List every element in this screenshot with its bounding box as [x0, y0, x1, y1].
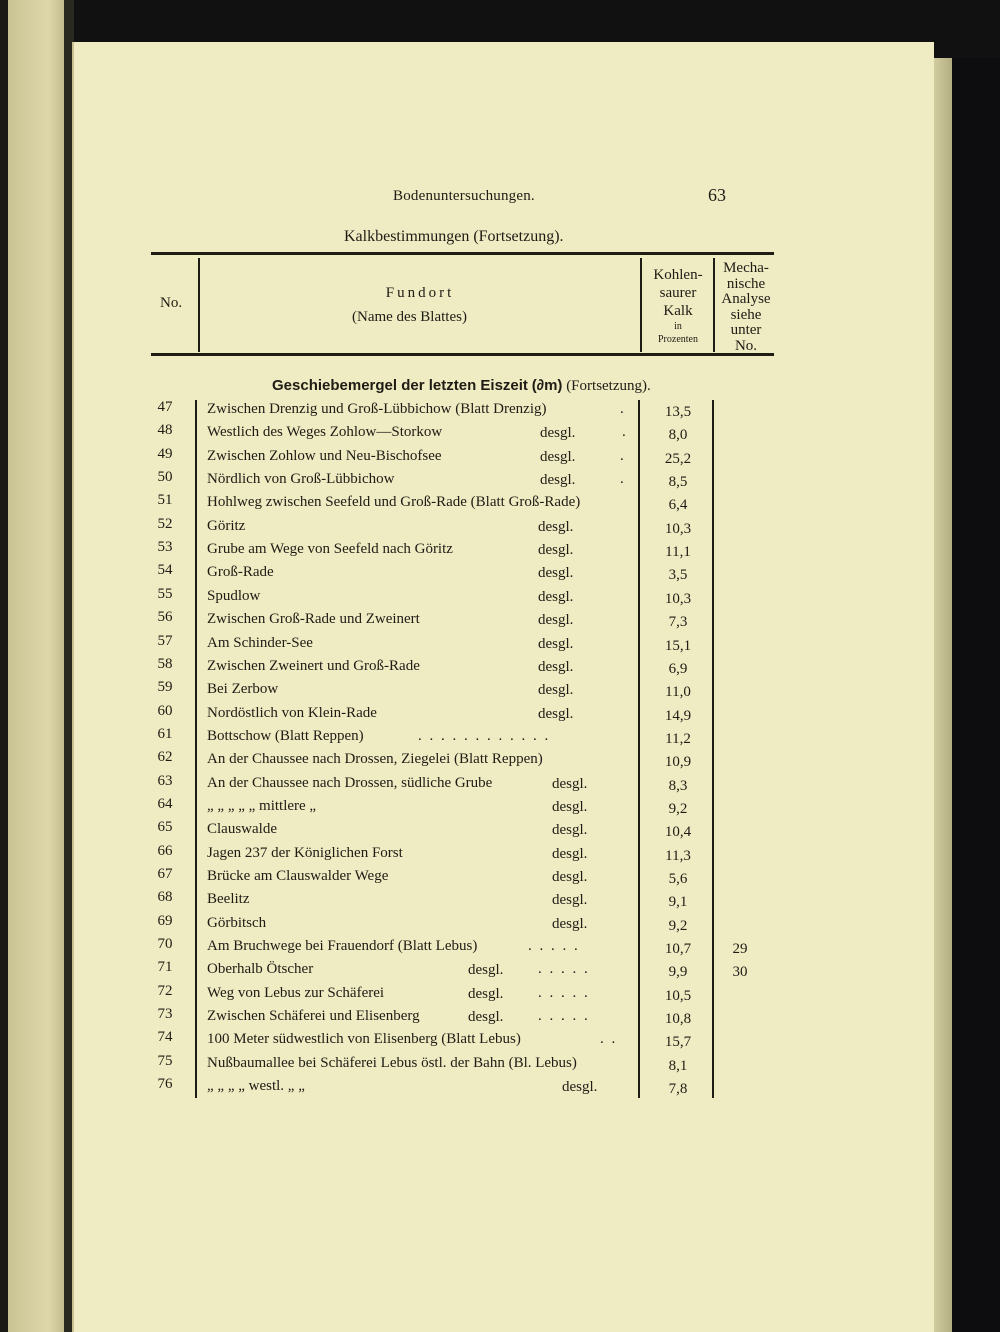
row-kalk-percent: 15,1	[664, 637, 692, 654]
table-row	[0, 819, 860, 842]
row-kalk-percent: 10,3	[664, 590, 692, 607]
column-header-no: No.	[160, 295, 183, 311]
page-number: 63	[708, 185, 726, 205]
header-divider-no	[198, 258, 200, 352]
row-leader-dots: . .	[600, 1031, 618, 1048]
row-fundort: Jagen 237 der Königlichen Forst	[207, 844, 403, 861]
row-desgl: desgl.	[538, 682, 574, 699]
row-kalk-percent: 5,6	[668, 871, 688, 887]
row-number: 59	[157, 679, 173, 696]
row-kalk-percent: 10,3	[664, 520, 692, 537]
mech-header-line: siehe	[730, 306, 762, 323]
row-kalk-percent: 11,1	[665, 544, 691, 561]
table-row	[0, 586, 860, 609]
row-desgl: desgl.	[538, 612, 574, 629]
table-top-rule	[151, 252, 774, 255]
row-kalk-percent: 11,3	[665, 847, 691, 864]
row-number: 48	[157, 422, 173, 439]
row-number: 55	[157, 585, 173, 602]
row-number: 71	[157, 959, 173, 976]
row-kalk-percent: 10,7	[664, 941, 692, 958]
kalk-header-line: Prozenten	[658, 334, 698, 345]
row-fundort: Bottschow (Blatt Reppen)	[207, 727, 364, 744]
table-row	[0, 1053, 860, 1076]
row-desgl: desgl.	[538, 542, 574, 559]
row-leader-dots: .	[620, 401, 626, 417]
row-fundort: An der Chaussee nach Drossen, Ziegelei (Blatt Reppen)	[207, 751, 543, 768]
row-desgl: desgl.	[552, 915, 588, 932]
row-number: 62	[157, 749, 173, 766]
kalk-header-line: Kohlen-	[653, 267, 703, 283]
row-number: 67	[157, 866, 173, 882]
header-bottom-rule	[151, 353, 774, 356]
row-desgl: desgl.	[468, 962, 504, 979]
table-row	[0, 983, 860, 1006]
row-kalk-percent: 11,2	[665, 730, 691, 747]
running-title: Bodenuntersuchungen.	[393, 188, 535, 204]
table-row	[0, 703, 860, 726]
table-row	[0, 1076, 860, 1099]
row-leader-dots: . . . . .	[538, 984, 590, 1001]
row-kalk-percent: 9,9	[668, 964, 688, 981]
row-desgl: desgl.	[552, 892, 588, 909]
column-header-mechanische-analyse	[712, 261, 780, 354]
row-desgl: desgl.	[538, 588, 574, 605]
table-row	[0, 562, 860, 585]
mech-header-line: No.	[734, 337, 758, 354]
row-number: 60	[157, 702, 173, 719]
section-suffix: (Fortsetzung).	[566, 378, 651, 394]
row-fundort: Zwischen Schäferei und Elisenberg	[207, 1008, 420, 1025]
table-row	[0, 866, 860, 889]
row-kalk-percent: 10,8	[664, 1011, 692, 1028]
row-kalk-percent: 8,3	[668, 777, 688, 794]
row-number: 74	[157, 1029, 173, 1046]
mech-header-line: unter	[730, 322, 762, 338]
table-row	[0, 679, 860, 702]
row-kalk-percent: 11,0	[665, 684, 691, 701]
mech-header-line: nische	[726, 275, 766, 292]
row-fundort: Zwischen Zweinert und Groß-Rade	[207, 657, 420, 674]
row-kalk-percent: 8,1	[668, 1057, 688, 1074]
row-number: 51	[157, 492, 173, 509]
table-row	[0, 539, 860, 562]
row-fundort: Clauswalde	[207, 821, 277, 838]
row-desgl: desgl.	[540, 472, 576, 489]
row-kalk-percent: 10,9	[664, 754, 692, 771]
row-desgl: desgl.	[552, 822, 588, 839]
row-leader-dots: .	[620, 471, 626, 488]
row-leader-dots: .	[620, 447, 626, 464]
row-fundort: „ „ „ „ „ mittlere „	[207, 797, 317, 814]
column-header-fundort-sub: (Name des Blattes)	[352, 309, 467, 325]
row-fundort: Göritz	[207, 517, 246, 534]
row-desgl: desgl.	[538, 658, 574, 675]
row-number: 68	[157, 889, 173, 906]
row-number: 61	[157, 725, 173, 742]
table-row	[0, 1029, 860, 1052]
table-row	[0, 633, 860, 656]
section-title-text: Geschiebemergel der letzten Eiszeit	[272, 377, 528, 394]
row-desgl: desgl.	[540, 448, 576, 465]
row-fundort: Zwischen Zohlow und Neu-Bischofsee	[207, 447, 442, 464]
row-kalk-percent: 15,7	[664, 1034, 692, 1051]
row-desgl: desgl.	[562, 1079, 598, 1096]
table-row	[0, 959, 860, 982]
table-row	[0, 446, 860, 469]
row-kalk-percent: 8,0	[668, 427, 688, 444]
row-mech-analysis-ref: 30	[732, 964, 748, 981]
row-desgl: desgl.	[552, 798, 588, 815]
row-fundort: Groß-Rade	[207, 564, 274, 581]
row-fundort: Grube am Wege von Seefeld nach Göritz	[207, 541, 453, 558]
table-row	[0, 1006, 860, 1029]
row-leader-dots: . . . . .	[528, 938, 580, 955]
row-number: 75	[157, 1052, 173, 1069]
row-leader-dots: .	[622, 424, 628, 441]
row-fundort: Brücke am Clauswalder Wege	[207, 868, 389, 884]
row-fundort: Nördlich von Groß-Lübbichow	[207, 471, 395, 488]
table-row	[0, 609, 860, 632]
row-desgl: desgl.	[468, 1009, 504, 1026]
row-fundort: Am Schinder-See	[207, 634, 313, 651]
kalk-header-line: Kalk	[663, 303, 693, 319]
row-number: 54	[157, 562, 173, 579]
row-desgl: desgl.	[468, 985, 504, 1002]
table-row	[0, 889, 860, 912]
row-kalk-percent: 7,8	[668, 1081, 688, 1098]
row-number: 66	[157, 842, 173, 859]
column-header-kalk	[638, 266, 718, 346]
row-fundort: Görbitsch	[207, 914, 267, 931]
row-kalk-percent: 6,4	[668, 497, 688, 514]
row-kalk-percent: 8,5	[668, 474, 688, 491]
row-leader-dots: . . . . .	[538, 961, 590, 978]
table-row	[0, 773, 860, 796]
row-number: 64	[157, 795, 173, 812]
row-fundort: An der Chaussee nach Drossen, südliche Grube	[207, 774, 493, 791]
row-leader-dots: . . . . . . . . . . . .	[418, 727, 551, 744]
kalk-header-line: in	[674, 321, 682, 332]
section-title	[272, 377, 651, 395]
row-kalk-percent: 7,3	[668, 614, 688, 631]
row-number: 49	[157, 445, 173, 462]
table-row	[0, 726, 860, 749]
row-kalk-percent: 13,5	[664, 404, 692, 420]
row-number: 53	[157, 539, 173, 556]
row-kalk-percent: 25,2	[664, 450, 692, 467]
row-kalk-percent: 9,2	[668, 800, 688, 817]
row-desgl: desgl.	[538, 635, 574, 652]
row-fundort: „ „ „ „ westl. „ „	[207, 1078, 305, 1095]
section-symbol: (∂m)	[531, 377, 563, 394]
row-kalk-percent: 3,5	[668, 567, 688, 584]
kalk-header-line: saurer	[659, 285, 697, 301]
row-number: 63	[157, 772, 173, 789]
table-title: Kalkbestimmungen (Fortsetzung).	[344, 228, 564, 245]
row-desgl: desgl.	[552, 869, 588, 885]
row-fundort: Weg von Lebus zur Schäferei	[207, 984, 385, 1001]
row-kalk-percent: 9,1	[668, 894, 688, 911]
row-number: 47	[157, 399, 173, 415]
row-kalk-percent: 10,4	[664, 824, 692, 841]
row-fundort: Nordöstlich von Klein-Rade	[207, 704, 377, 721]
table-row	[0, 492, 860, 515]
row-desgl: desgl.	[538, 705, 574, 722]
row-number: 72	[157, 982, 173, 999]
mech-header-line: Mecha-	[723, 260, 769, 276]
row-desgl: desgl.	[552, 845, 588, 862]
row-fundort: Am Bruchwege bei Frauendorf (Blatt Lebus)	[207, 938, 478, 955]
row-number: 56	[157, 609, 173, 626]
table-row	[0, 796, 860, 819]
book-cover-right	[952, 58, 1000, 1332]
row-desgl: desgl.	[538, 518, 574, 535]
row-fundort: Spudlow	[207, 587, 261, 604]
row-number: 69	[157, 912, 173, 929]
row-number: 58	[157, 655, 173, 672]
row-number: 70	[157, 936, 173, 953]
row-number: 57	[157, 632, 173, 649]
table-row	[0, 843, 860, 866]
row-fundort: Nußbaumallee bei Schäferei Lebus östl. der Bahn (Bl. Lebus)	[207, 1054, 577, 1071]
table-row	[0, 749, 860, 772]
row-fundort: Hohlweg zwischen Seefeld und Groß-Rade (Blatt Groß-Rade)	[207, 494, 581, 511]
column-header-fundort: Fundort	[385, 285, 455, 301]
row-kalk-percent: 6,9	[668, 660, 688, 677]
row-number: 50	[157, 469, 173, 486]
row-fundort: Zwischen Drenzig und Groß-Lübbichow (Blatt Drenzig)	[207, 401, 547, 417]
table-row	[0, 913, 860, 936]
row-fundort: Oberhalb Ötscher	[207, 961, 314, 978]
table-row	[0, 469, 860, 492]
row-number: 52	[157, 515, 173, 532]
table-row	[0, 516, 860, 539]
row-kalk-percent: 10,5	[664, 987, 692, 1004]
row-fundort: Zwischen Groß-Rade und Zweinert	[207, 611, 420, 628]
row-desgl: desgl.	[538, 565, 574, 582]
mech-header-line: Analyse	[721, 291, 771, 307]
row-fundort: Beelitz	[207, 891, 250, 908]
row-kalk-percent: 9,2	[668, 917, 688, 934]
row-number: 76	[157, 1076, 173, 1093]
row-fundort: Bei Zerbow	[207, 681, 279, 698]
table-row	[0, 399, 860, 422]
row-desgl: desgl.	[540, 425, 576, 442]
row-fundort: 100 Meter südwestlich von Elisenberg (Blatt Lebus)	[207, 1031, 521, 1048]
table-row	[0, 422, 860, 445]
row-fundort: Westlich des Weges Zohlow—Storkow	[207, 424, 443, 441]
row-number: 65	[157, 819, 173, 836]
row-leader-dots: . . . . .	[538, 1008, 590, 1025]
table-row	[0, 936, 860, 959]
row-mech-analysis-ref: 29	[732, 941, 748, 958]
table-row	[0, 656, 860, 679]
row-desgl: desgl.	[552, 775, 588, 792]
row-kalk-percent: 14,9	[664, 707, 692, 724]
row-number: 73	[157, 1006, 173, 1023]
